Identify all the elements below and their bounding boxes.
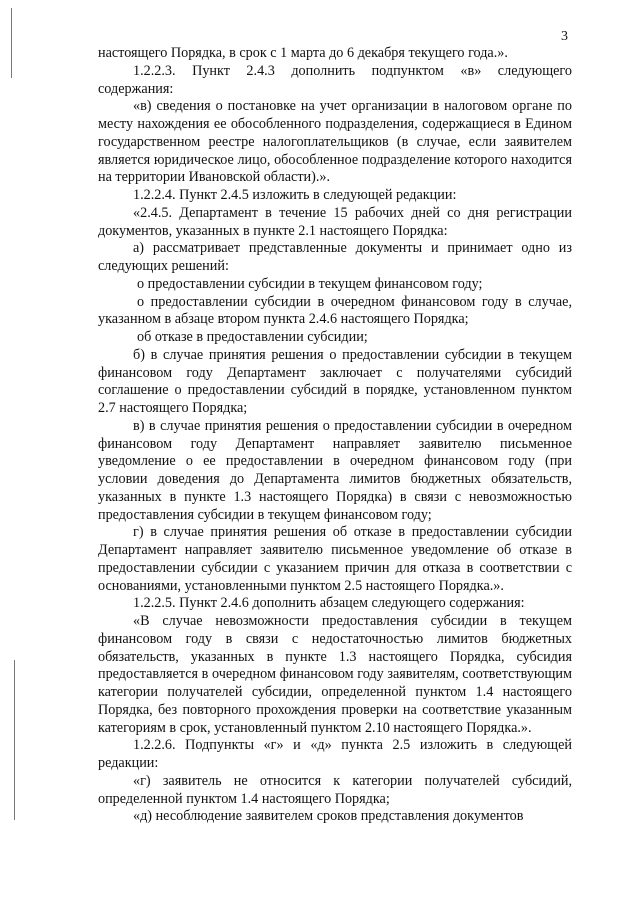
paragraph: в) в случае принятия решения о предоставлении субсидии в очередном финансовом году Департамент направляет заявителю письменное уведомление о ее предоставлении в очередном финансовом году (при условии доведения до Департамента лимитов бюджетных обязательств, указанных в пункте 1.3 настоящего Порядка) в связи с невозможностью предоставления субсидии в текущем финансовом году; xyxy=(98,417,572,523)
paragraph: 1.2.2.6. Подпункты «г» и «д» пункта 2.5 изложить в следующей редакции: xyxy=(98,737,572,771)
paragraph: о предоставлении субсидии в текущем финансовом году; xyxy=(137,275,483,292)
paragraph: «д) несоблюдение заявителем сроков представления документов xyxy=(133,808,524,825)
paragraph: «2.4.5. Департамент в течение 15 рабочих дней со дня регистрации документов, указанных в пункте 2.1 настоящего Порядка: xyxy=(98,204,572,239)
margin-mark-top xyxy=(11,8,12,78)
document-body xyxy=(98,45,572,826)
paragraph: б) в случае принятия решения о предоставлении субсидии в текущем финансовом году Департамент заключает с получателями субсидий соглашение о предоставлении субсидий в порядке, установленном пунктом 2.7 настоящего Порядка; xyxy=(98,346,572,416)
paragraph: настоящего Порядка, в срок с 1 марта до 6 декабря текущего года.». xyxy=(98,45,508,61)
paragraph: «г) заявитель не относится к категории получателей субсидий, определенной пунктом 1.4 настоящего Порядка; xyxy=(98,772,572,807)
paragraph: 1.2.2.4. Пункт 2.4.5 изложить в следующей редакции: xyxy=(133,187,457,203)
paragraph: 1.2.2.3. Пункт 2.4.3 дополнить подпунктом «в» следующего содержания: xyxy=(98,62,572,97)
paragraph: о предоставлении субсидии в очередном финансовом году в случае, указанном в абзаце втором пункта 2.4.6 настоящего Порядка; xyxy=(98,293,572,328)
paragraph: а) рассматривает представленные документы и принимает одно из следующих решений: xyxy=(98,240,572,274)
paragraph: «в) сведения о постановке на учет организации в налоговом органе по месту нахождения ее обособленного подразделения, содержащиеся в Едином государственном реестре налогоплательщиков (в случае, если заявителем является юридическое лицо, обособленное подразделение которого находится на территории Ивановской области).». xyxy=(98,98,572,186)
paragraph: г) в случае принятия решения об отказе в предоставлении субсидии Департамент направляет заявителю письменное уведомление об отказе в предоставлении субсидии с указанием причин для отказа в соответствии с основаниями, установленными пунктом 2.5 настоящего Порядка.». xyxy=(98,524,572,594)
page-number: 3 xyxy=(561,29,568,44)
margin-mark-bottom xyxy=(14,660,15,820)
paragraph: 1.2.2.5. Пункт 2.4.6 дополнить абзацем следующего содержания: xyxy=(133,595,525,612)
paragraph: «В случае невозможности предоставления субсидии в текущем финансовом году в связи с недостаточностью лимитов бюджетных обязательств, указанных в пункте 1.3 настоящего Порядка, субсидия предоставляется в очередном финансовом году заявителям, соответствующим категории получателей субсидии, определенной пунктом 1.4 настоящего Порядка, без повторного прохождения проверки на соответствие указанным категориям в срок, установленный пунктом 2.10 настоящего Порядка.». xyxy=(98,613,572,736)
paragraph: об отказе в предоставлении субсидии; xyxy=(137,329,368,345)
